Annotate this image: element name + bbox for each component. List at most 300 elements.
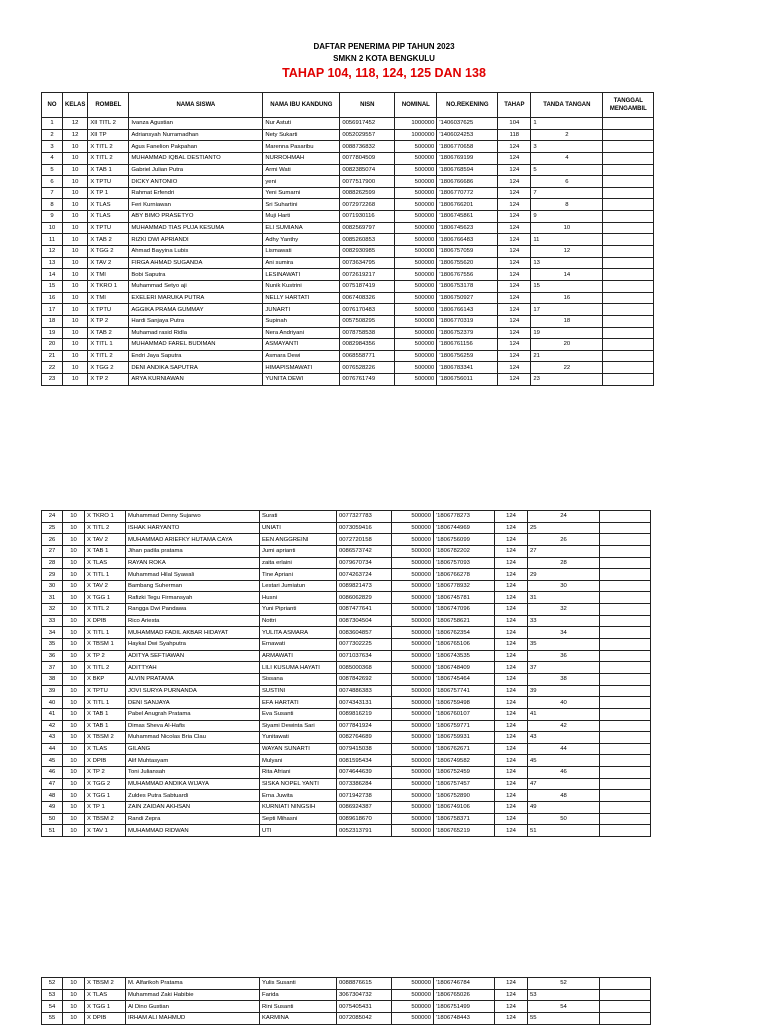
cell-nisn: 0071930116 — [340, 211, 395, 223]
table-row — [42, 1001, 651, 1013]
cell-nama-siswa: Ivanza Agustian — [129, 118, 263, 130]
cell-kelas: 10 — [63, 339, 88, 351]
cell-nominal: 500000 — [392, 615, 434, 627]
cell-tanggal-mengambil — [600, 978, 651, 990]
cell-nisn: 0052313791 — [337, 825, 392, 837]
cell-nama-siswa: Adriansyah Nurramadhan — [129, 129, 263, 141]
cell-tanggal-mengambil — [600, 1012, 651, 1024]
cell-nama-ibu: SISKA NOPEL YANTI — [260, 778, 337, 790]
cell-nama-ibu: Tine Apriani — [260, 569, 337, 581]
cell-nominal: 500000 — [395, 257, 437, 269]
table-row — [42, 580, 651, 592]
cell-no: 1 — [42, 118, 63, 130]
cell-nisn: 0088262599 — [340, 187, 395, 199]
table-row — [42, 152, 654, 164]
cell-kelas: 10 — [63, 511, 85, 523]
cell-tahap: 124 — [495, 580, 528, 592]
cell-no: 33 — [42, 615, 63, 627]
cell-nama-ibu: Siyami Dewinta Sari — [260, 720, 337, 732]
cell-tanda-tangan: 28 — [528, 557, 600, 569]
cell-tanggal-mengambil — [600, 604, 651, 616]
cell-nama-siswa: Pabel Anugrah Pratama — [126, 708, 260, 720]
table-row — [42, 176, 654, 188]
cell-nama-siswa: AGGIKA PRAMA GUMMAY — [129, 304, 263, 316]
cell-rekening: '1806749106 — [434, 802, 495, 814]
cell-nominal: 500000 — [392, 697, 434, 709]
table-row — [42, 615, 651, 627]
cell-nama-ibu: Lestari Jumiatun — [260, 580, 337, 592]
cell-rekening: '1806757457 — [434, 778, 495, 790]
cell-kelas: 10 — [63, 580, 85, 592]
cell-tanda-tangan: 43 — [528, 732, 600, 744]
cell-no: 29 — [42, 569, 63, 581]
cell-rekening: '1806756011 — [437, 374, 498, 386]
cell-nama-ibu: Erna Juwita — [260, 790, 337, 802]
table-row — [42, 511, 651, 523]
cell-nama-ibu: EFA HARTATI — [260, 697, 337, 709]
cell-rekening: '1806770772 — [437, 187, 498, 199]
cell-tanggal-mengambil — [600, 673, 651, 685]
cell-tahap: 124 — [495, 708, 528, 720]
cell-nisn: 0087842692 — [337, 673, 392, 685]
cell-tanggal-mengambil — [600, 790, 651, 802]
table-row — [42, 1012, 651, 1024]
cell-tanggal-mengambil — [603, 315, 654, 327]
cell-no: 43 — [42, 732, 63, 744]
cell-rombel: X TMI — [88, 292, 129, 304]
cell-rombel: X TAB 2 — [88, 234, 129, 246]
cell-rombel: X TGG 2 — [88, 246, 129, 258]
table-row — [42, 246, 654, 258]
cell-no: 52 — [42, 978, 63, 990]
table-row — [42, 350, 654, 362]
cell-rombel: X TITL 2 — [88, 152, 129, 164]
cell-nama-siswa: DENI ANDIKA SAPUTRA — [129, 362, 263, 374]
cell-tanda-tangan: 38 — [528, 673, 600, 685]
cell-nama-ibu: Husni — [260, 592, 337, 604]
cell-tanda-tangan: 21 — [531, 350, 603, 362]
cell-rekening: '1806767556 — [437, 269, 498, 281]
cell-tanda-tangan: 27 — [528, 545, 600, 557]
table-row — [42, 767, 651, 779]
cell-rombel: X TP 2 — [88, 315, 129, 327]
cell-tanggal-mengambil — [603, 199, 654, 211]
cell-nama-ibu: NELLY HARTATI — [263, 292, 340, 304]
cell-nominal: 500000 — [392, 767, 434, 779]
cell-nama-siswa: MUHAMMAD TIAS PUJA KESUMA — [129, 222, 263, 234]
cell-tanggal-mengambil — [603, 211, 654, 223]
cell-tanda-tangan: 40 — [528, 697, 600, 709]
cell-nama-siswa: ADITTYAH — [126, 662, 260, 674]
cell-tahap: 124 — [498, 327, 531, 339]
cell-no: 39 — [42, 685, 63, 697]
cell-nama-ibu: Asmara Dewi — [263, 350, 340, 362]
cell-rombel: X TGG 2 — [88, 362, 129, 374]
cell-no: 50 — [42, 813, 63, 825]
cell-tanggal-mengambil — [603, 304, 654, 316]
cell-rombel: X TITL 1 — [85, 697, 126, 709]
cell-nama-ibu: Yuni Piprianti — [260, 604, 337, 616]
cell-nisn: 0082569797 — [340, 222, 395, 234]
cell-nisn: 0082984356 — [340, 339, 395, 351]
recipient-table-section-1 — [41, 92, 654, 386]
cell-rekening: '1806766201 — [437, 199, 498, 211]
cell-tanggal-mengambil — [603, 152, 654, 164]
cell-rekening: '1806747096 — [434, 604, 495, 616]
cell-kelas: 12 — [63, 129, 88, 141]
cell-kelas: 10 — [63, 685, 85, 697]
cell-kelas: 10 — [63, 522, 85, 534]
cell-tanggal-mengambil — [600, 534, 651, 546]
cell-tanggal-mengambil — [603, 339, 654, 351]
cell-nominal: 500000 — [392, 989, 434, 1001]
cell-kelas: 10 — [63, 222, 88, 234]
table-row — [42, 673, 651, 685]
col-header-nisn: NISN — [340, 93, 395, 118]
cell-nisn: 0074886383 — [337, 685, 392, 697]
cell-rombel: X TLAS — [88, 199, 129, 211]
cell-rombel: X TP 2 — [85, 767, 126, 779]
cell-nama-siswa: Rahmat Erfendri — [129, 187, 263, 199]
cell-rekening: '1806768594 — [437, 164, 498, 176]
cell-no: 46 — [42, 767, 63, 779]
cell-rombel: X TAV 1 — [85, 825, 126, 837]
cell-tanda-tangan: 8 — [531, 199, 603, 211]
cell-rekening: '1806745861 — [437, 211, 498, 223]
col-header-rombel: ROMBEL — [88, 93, 129, 118]
cell-tanggal-mengambil — [600, 650, 651, 662]
cell-nama-ibu: Farida — [260, 989, 337, 1001]
cell-nominal: 500000 — [395, 280, 437, 292]
cell-nisn: 0086573742 — [337, 545, 392, 557]
cell-rombel: X TPTU — [88, 222, 129, 234]
cell-kelas: 10 — [63, 234, 88, 246]
cell-tahap: 124 — [498, 211, 531, 223]
cell-nisn: 0089821473 — [337, 580, 392, 592]
cell-rekening: '1806778932 — [434, 580, 495, 592]
cell-tanda-tangan: 6 — [531, 176, 603, 188]
cell-nisn: 0073634795 — [340, 257, 395, 269]
cell-rekening: '1806757059 — [437, 246, 498, 258]
cell-rombel: X TBSM 2 — [85, 813, 126, 825]
cell-nama-siswa: Hardi Sanjaya Putra — [129, 315, 263, 327]
cell-no: 38 — [42, 673, 63, 685]
cell-tanda-tangan: 4 — [531, 152, 603, 164]
cell-nominal: 500000 — [395, 141, 437, 153]
cell-nama-ibu: Septi Mihasni — [260, 813, 337, 825]
cell-kelas: 10 — [63, 732, 85, 744]
cell-tahap: 124 — [495, 813, 528, 825]
table-row — [42, 732, 651, 744]
cell-nominal: 500000 — [392, 708, 434, 720]
cell-nisn: 0072972268 — [340, 199, 395, 211]
cell-kelas: 10 — [63, 187, 88, 199]
cell-rombel: X TP 2 — [88, 374, 129, 386]
cell-rekening: '1806758621 — [434, 615, 495, 627]
cell-nisn: 0067408326 — [340, 292, 395, 304]
cell-tanggal-mengambil — [600, 743, 651, 755]
cell-tanda-tangan: 19 — [531, 327, 603, 339]
col-header-no: NO — [42, 93, 63, 118]
cell-rekening: '1806758371 — [434, 813, 495, 825]
recipient-table-section-2 — [41, 510, 651, 837]
cell-nominal: 500000 — [392, 1012, 434, 1024]
cell-tanggal-mengambil — [603, 222, 654, 234]
cell-nominal: 500000 — [395, 304, 437, 316]
cell-nama-ibu: EEN ANGGREINI — [260, 534, 337, 546]
cell-tanda-tangan: 24 — [528, 511, 600, 523]
cell-nominal: 500000 — [392, 825, 434, 837]
cell-nominal: 500000 — [392, 639, 434, 651]
cell-nama-ibu: Nottri — [260, 615, 337, 627]
cell-nama-siswa: MUHAMMAD RIDWAN — [126, 825, 260, 837]
cell-kelas: 10 — [63, 327, 88, 339]
cell-rombel: X TITL 1 — [85, 569, 126, 581]
cell-kelas: 10 — [63, 708, 85, 720]
table-row — [42, 627, 651, 639]
cell-nama-ibu: HIMAPISMAWATI — [263, 362, 340, 374]
cell-nama-ibu: Rini Susanti — [260, 1001, 337, 1013]
cell-tahap: 124 — [498, 315, 531, 327]
cell-nominal: 500000 — [392, 778, 434, 790]
cell-kelas: 10 — [63, 989, 85, 1001]
cell-rekening: '1806745464 — [434, 673, 495, 685]
cell-nominal: 500000 — [392, 604, 434, 616]
cell-rekening: '1806759771 — [434, 720, 495, 732]
cell-rombel: X TPTU — [85, 685, 126, 697]
cell-tanggal-mengambil — [603, 280, 654, 292]
cell-nisn: 0078758538 — [340, 327, 395, 339]
cell-rekening: '1806766483 — [437, 234, 498, 246]
recipient-table-section-3 — [41, 977, 651, 1025]
table-row — [42, 199, 654, 211]
cell-no: 27 — [42, 545, 63, 557]
cell-nominal: 500000 — [392, 813, 434, 825]
cell-tahap: 118 — [498, 129, 531, 141]
cell-nominal: 500000 — [395, 374, 437, 386]
cell-nama-siswa: Rico Ariesta — [126, 615, 260, 627]
cell-nisn: 0082930985 — [340, 246, 395, 258]
cell-nama-siswa: MUHAMMAD FAREL BUDIMAN — [129, 339, 263, 351]
cell-no: 49 — [42, 802, 63, 814]
cell-kelas: 10 — [63, 292, 88, 304]
table-row — [42, 755, 651, 767]
cell-nama-ibu: Sri Suhartini — [263, 199, 340, 211]
cell-nama-ibu: Rita Afriani — [260, 767, 337, 779]
cell-tanggal-mengambil — [600, 802, 651, 814]
cell-kelas: 10 — [63, 304, 88, 316]
table-row — [42, 522, 651, 534]
cell-nama-ibu: UTI — [260, 825, 337, 837]
stage-heading: TAHAP 104, 118, 124, 125 DAN 138 — [282, 66, 486, 80]
cell-rombel: X TKRO 1 — [85, 511, 126, 523]
cell-no: 53 — [42, 989, 63, 1001]
cell-rekening: '1806750927 — [437, 292, 498, 304]
cell-nama-ibu: Nera Andriyani — [263, 327, 340, 339]
cell-kelas: 10 — [63, 315, 88, 327]
table-row — [42, 604, 651, 616]
cell-tahap: 124 — [495, 989, 528, 1001]
cell-rombel: X DPIB — [85, 615, 126, 627]
cell-tahap: 124 — [495, 732, 528, 744]
cell-nominal: 500000 — [395, 222, 437, 234]
cell-rekening: '1806748443 — [434, 1012, 495, 1024]
cell-tanda-tangan: 7 — [531, 187, 603, 199]
cell-rekening: '1806752890 — [434, 790, 495, 802]
cell-nama-ibu: zaita erlaini — [260, 557, 337, 569]
cell-nama-ibu: WAYAN SUNARTI — [260, 743, 337, 755]
cell-nisn: 0074263724 — [337, 569, 392, 581]
cell-nominal: 500000 — [395, 315, 437, 327]
cell-tahap: 124 — [498, 234, 531, 246]
table-row — [42, 813, 651, 825]
cell-tahap: 124 — [498, 339, 531, 351]
cell-nama-ibu: LESINAWATI — [263, 269, 340, 281]
cell-nisn: 0085260853 — [340, 234, 395, 246]
cell-tanggal-mengambil — [603, 246, 654, 258]
cell-nisn: 0081595434 — [337, 755, 392, 767]
cell-no: 36 — [42, 650, 63, 662]
cell-nama-ibu: Mulyani — [260, 755, 337, 767]
cell-tanggal-mengambil — [600, 545, 651, 557]
cell-rombel: X TITL 2 — [85, 604, 126, 616]
cell-nama-siswa: Randi Zepra — [126, 813, 260, 825]
cell-kelas: 10 — [63, 257, 88, 269]
cell-tanda-tangan: 26 — [528, 534, 600, 546]
cell-tanggal-mengambil — [603, 292, 654, 304]
cell-nama-siswa: IRHAM ALI MAHMUD — [126, 1012, 260, 1024]
cell-tanggal-mengambil — [603, 350, 654, 362]
cell-rombel: X TGG 1 — [85, 790, 126, 802]
cell-kelas: 10 — [63, 627, 85, 639]
cell-tahap: 124 — [495, 615, 528, 627]
col-header-rekening: NO.REKENING — [437, 93, 498, 118]
cell-no: 34 — [42, 627, 63, 639]
cell-rekening: '1806766278 — [434, 569, 495, 581]
cell-nama-siswa: ADITYA SEFTIAWAN — [126, 650, 260, 662]
cell-nama-siswa: ZAIN ZAIDAN AKHSAN — [126, 802, 260, 814]
table-row — [42, 362, 654, 374]
cell-tanda-tangan: 33 — [528, 615, 600, 627]
cell-nominal: 500000 — [392, 1001, 434, 1013]
cell-rekening: '1806744969 — [434, 522, 495, 534]
cell-no: 10 — [42, 222, 63, 234]
cell-tanda-tangan: 47 — [528, 778, 600, 790]
cell-tanggal-mengambil — [600, 522, 651, 534]
table-row — [42, 269, 654, 281]
cell-tanda-tangan: 48 — [528, 790, 600, 802]
table-row — [42, 790, 651, 802]
cell-tanggal-mengambil — [600, 989, 651, 1001]
cell-nama-ibu: UNIATI — [260, 522, 337, 534]
cell-nominal: 500000 — [392, 662, 434, 674]
cell-rekening: '1806759498 — [434, 697, 495, 709]
cell-tahap: 124 — [498, 292, 531, 304]
cell-kelas: 10 — [63, 673, 85, 685]
table-row — [42, 141, 654, 153]
cell-nisn: 0077302225 — [337, 639, 392, 651]
cell-nisn: 0085000368 — [337, 662, 392, 674]
cell-nisn: 0074644639 — [337, 767, 392, 779]
cell-rombel: X TGG 1 — [85, 1001, 126, 1013]
table-row — [42, 697, 651, 709]
cell-kelas: 10 — [63, 141, 88, 153]
cell-no: 24 — [42, 511, 63, 523]
cell-tanda-tangan: 54 — [528, 1001, 600, 1013]
cell-nominal: 500000 — [392, 673, 434, 685]
cell-tanda-tangan: 12 — [531, 246, 603, 258]
cell-nama-ibu: JUNARTI — [263, 304, 340, 316]
cell-tanda-tangan: 52 — [528, 978, 600, 990]
cell-nama-siswa: ABY BIMO PRASETYO — [129, 211, 263, 223]
cell-tanggal-mengambil — [600, 615, 651, 627]
cell-kelas: 10 — [63, 269, 88, 281]
cell-tahap: 124 — [495, 545, 528, 557]
cell-rekening: '1406024253 — [437, 129, 498, 141]
table-row — [42, 315, 654, 327]
cell-rekening: '1806752379 — [437, 327, 498, 339]
cell-rekening: '1806757741 — [434, 685, 495, 697]
cell-kelas: 10 — [63, 152, 88, 164]
cell-nisn: 0077804509 — [340, 152, 395, 164]
cell-nisn: 0082764689 — [337, 732, 392, 744]
cell-nama-ibu: Muji Harti — [263, 211, 340, 223]
cell-nisn: 3067304732 — [337, 989, 392, 1001]
cell-rekening: '1806761156 — [437, 339, 498, 351]
cell-no: 28 — [42, 557, 63, 569]
cell-no: 40 — [42, 697, 63, 709]
cell-tahap: 124 — [498, 199, 531, 211]
cell-tahap: 124 — [498, 269, 531, 281]
cell-rombel: X TPTU — [88, 176, 129, 188]
col-header-tanggal: TANGGAL MENGAMBIL — [603, 93, 654, 118]
cell-nominal: 500000 — [395, 327, 437, 339]
cell-no: 32 — [42, 604, 63, 616]
cell-tanggal-mengambil — [603, 234, 654, 246]
cell-nisn: 0073386284 — [337, 778, 392, 790]
cell-no: 25 — [42, 522, 63, 534]
cell-nama-siswa: Bambang Suherman — [126, 580, 260, 592]
cell-tahap: 124 — [495, 767, 528, 779]
cell-rekening: '1806765219 — [434, 825, 495, 837]
cell-tahap: 124 — [495, 978, 528, 990]
cell-tanggal-mengambil — [600, 557, 651, 569]
cell-tanda-tangan: 50 — [528, 813, 600, 825]
cell-no: 6 — [42, 176, 63, 188]
cell-rekening: '1806745781 — [434, 592, 495, 604]
cell-tahap: 124 — [495, 825, 528, 837]
table-row — [42, 743, 651, 755]
cell-no: 51 — [42, 825, 63, 837]
cell-rekening: '1806765026 — [434, 989, 495, 1001]
table-row — [42, 211, 654, 223]
cell-kelas: 10 — [63, 211, 88, 223]
cell-no: 48 — [42, 790, 63, 802]
cell-nisn: 0057508295 — [340, 315, 395, 327]
cell-nama-siswa: FIRGA AHMAD SUGANDA — [129, 257, 263, 269]
cell-rekening: '1806762354 — [434, 627, 495, 639]
cell-no: 15 — [42, 280, 63, 292]
cell-kelas: 10 — [63, 639, 85, 651]
cell-tahap: 124 — [495, 802, 528, 814]
cell-nama-siswa: ARYA KURNIAWAN — [129, 374, 263, 386]
cell-kelas: 10 — [63, 615, 85, 627]
cell-rekening: '1806765106 — [434, 639, 495, 651]
cell-nama-siswa: Muhamad rasid Ridla — [129, 327, 263, 339]
cell-no: 31 — [42, 592, 63, 604]
table-row — [42, 569, 651, 581]
cell-nama-siswa: Muhammad Zaki Habibie — [126, 989, 260, 1001]
